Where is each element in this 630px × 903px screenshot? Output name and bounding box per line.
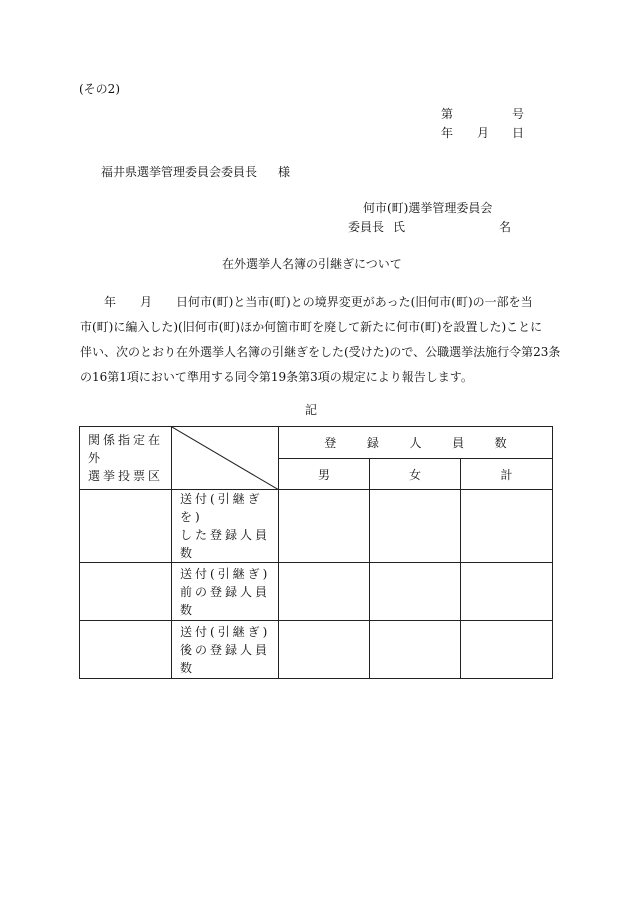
district-cell	[80, 563, 172, 621]
row-label	[172, 563, 279, 621]
sender-name-suffix: 名	[499, 220, 512, 234]
col-female: 女	[370, 459, 461, 490]
document-number-label: 第	[441, 107, 454, 121]
document-title: 在外選挙人名簿の引継ぎについて	[222, 257, 402, 271]
addressee-honorific: 様	[278, 165, 291, 179]
body-line: 年 月 日何市(町)と当市(町)との境界変更があった(旧何市(町)の一部を当	[80, 295, 533, 309]
district-cell	[80, 621, 172, 679]
body-line: の16第1項において準用する同令第19条第3項の規定により報告します。	[80, 370, 473, 384]
district-header-line2: 選挙投票区	[88, 469, 164, 483]
female-cell	[370, 490, 461, 563]
row-label-line1: 送付(引継ぎ)	[180, 624, 271, 639]
row-label-line1: 送付(引継ぎ)	[180, 566, 271, 581]
row-label	[172, 621, 279, 679]
sender-name-label: 氏	[393, 220, 406, 234]
date-day: 日	[512, 126, 525, 140]
form-number: (その2)	[79, 82, 120, 96]
date-month: 月	[477, 126, 490, 140]
district-cell	[80, 490, 172, 563]
district-header-line1: 関係指定在外	[88, 433, 164, 465]
total-cell	[461, 621, 553, 679]
date-year: 年	[441, 126, 454, 140]
col-total: 計	[461, 459, 553, 490]
female-cell	[370, 563, 461, 621]
registered-header-char: 数	[494, 436, 507, 450]
registered-header-char: 録	[366, 436, 379, 450]
table-row	[80, 563, 553, 621]
row-label	[172, 490, 279, 563]
addressee-name: 福井県選挙管理委員会委員長	[101, 165, 258, 179]
diagonal-cell	[172, 427, 279, 490]
body-line: 伴い、次のとおり在外選挙人名簿の引継ぎをした(受けた)ので、公職選挙法施行令第23条	[80, 345, 561, 359]
registered-header-char: 員	[452, 436, 465, 450]
table-row	[80, 621, 553, 679]
total-cell	[461, 563, 553, 621]
total-cell	[461, 490, 553, 563]
ki-heading: 記	[305, 403, 318, 417]
male-cell	[279, 563, 370, 621]
row-label-line2: 後の登録人員数	[180, 642, 271, 675]
table-row	[80, 490, 553, 563]
col-male: 男	[279, 459, 370, 490]
registered-count-header	[279, 427, 553, 459]
male-cell	[279, 490, 370, 563]
male-cell	[279, 621, 370, 679]
registration-table	[79, 426, 553, 679]
row-label-line1: 送付(引継ぎを)	[180, 492, 263, 524]
registered-header-char: 人	[409, 436, 422, 450]
district-header-cell	[80, 427, 172, 490]
sender-title: 委員長	[348, 220, 385, 234]
row-label-line2: 前の登録人員数	[180, 584, 271, 617]
body-paragraph	[80, 290, 561, 390]
sender-organization: 何市(町)選挙管理委員会	[363, 201, 493, 215]
document-number-suffix: 号	[512, 107, 525, 121]
registered-header-char: 登	[324, 436, 337, 450]
female-cell	[370, 621, 461, 679]
body-line: 市(町)に編入した)(旧何市(町)ほか何箇市町を廃して新たに何市(町)を設置した)ことに	[80, 320, 543, 334]
row-label-line2: した登録人員数	[180, 528, 271, 560]
diagonal-line	[172, 427, 279, 490]
